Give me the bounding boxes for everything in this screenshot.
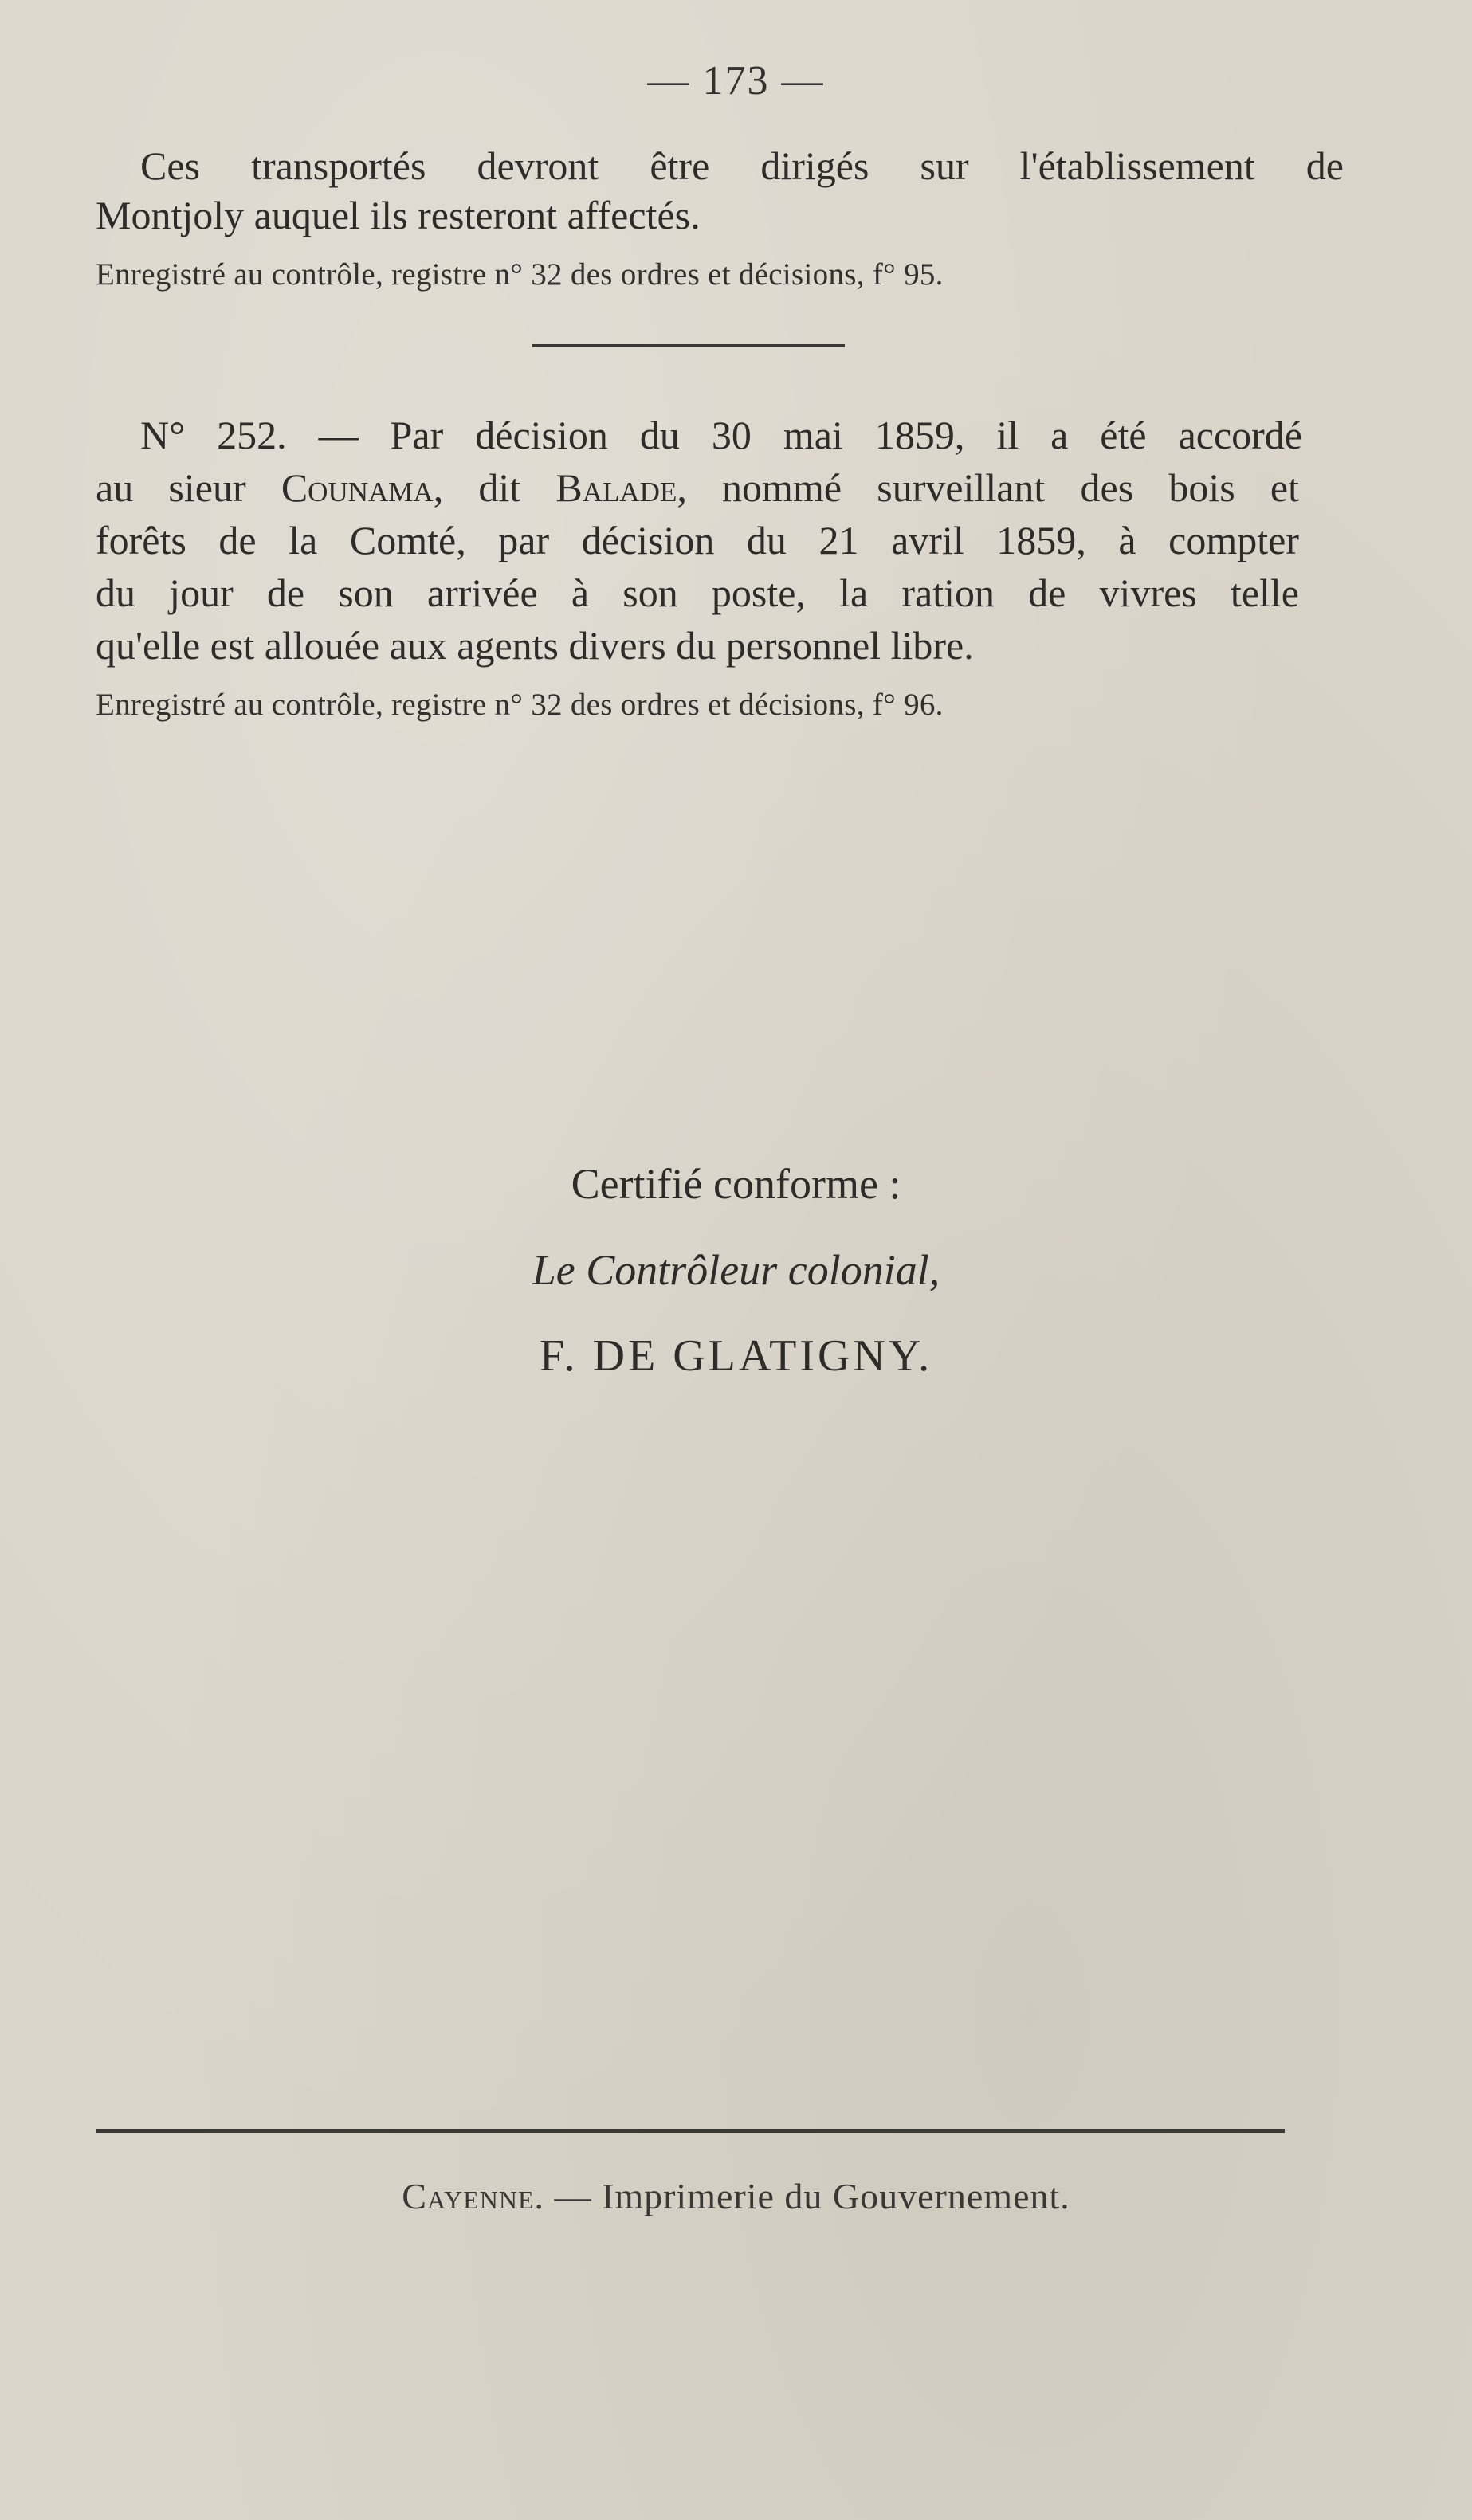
entry-prev-registration: Enregistré au contrôle, registre n° 32 des ordres et décisions, f° 95. xyxy=(96,257,944,292)
printer-imprint xyxy=(0,2175,1472,2217)
entry-prev-line-1: Ces transportés devront être dirigés sur l'établissement de xyxy=(140,143,1344,188)
entry-252-line-1 xyxy=(140,411,1302,459)
entry-prev-line-2: Montjoly auquel ils resteront affectés. xyxy=(96,193,701,237)
entry-252-line-4: du jour de son arrivée à son poste, la ration de vivres telle xyxy=(96,570,1299,615)
entry-252-line-2 xyxy=(96,464,1299,511)
entry-252-line-2-prefix: au sieur xyxy=(96,465,246,510)
entry-252-registration: Enregistré au contrôle, registre n° 32 des ordres et décisions, f° 96. xyxy=(96,688,944,722)
entry-252-line-2-rest: , nommé surveillant des bois et xyxy=(677,465,1300,510)
footer-rule xyxy=(96,2129,1285,2133)
entry-252-line-1-text: — Par décision du 30 mai 1859, il a été accordé xyxy=(318,413,1302,457)
signatory-name: F. DE GLATIGNY. xyxy=(539,1331,933,1381)
entry-252-line-2-mid: , dit xyxy=(433,465,521,510)
signatory-role: Le Contrôleur colonial, xyxy=(532,1246,940,1294)
certification-statement: Certifié conforme : xyxy=(571,1160,901,1208)
page-number: — 173 — xyxy=(647,58,825,104)
imprint-city: Cayenne. xyxy=(402,2176,544,2216)
entry-number: N° 252. xyxy=(140,413,287,457)
person-name-counama: Counama xyxy=(281,465,434,510)
person-name-balade: Balade xyxy=(555,465,677,510)
entry-252-line-5: qu'elle est allouée aux agents divers du personnel libre. xyxy=(96,623,974,668)
entry-252-line-3: forêts de la Comté, par décision du 21 avril 1859, à compter xyxy=(96,518,1299,562)
imprint-text: — Imprimerie du Gouvernement. xyxy=(544,2176,1070,2216)
section-divider xyxy=(532,344,845,347)
